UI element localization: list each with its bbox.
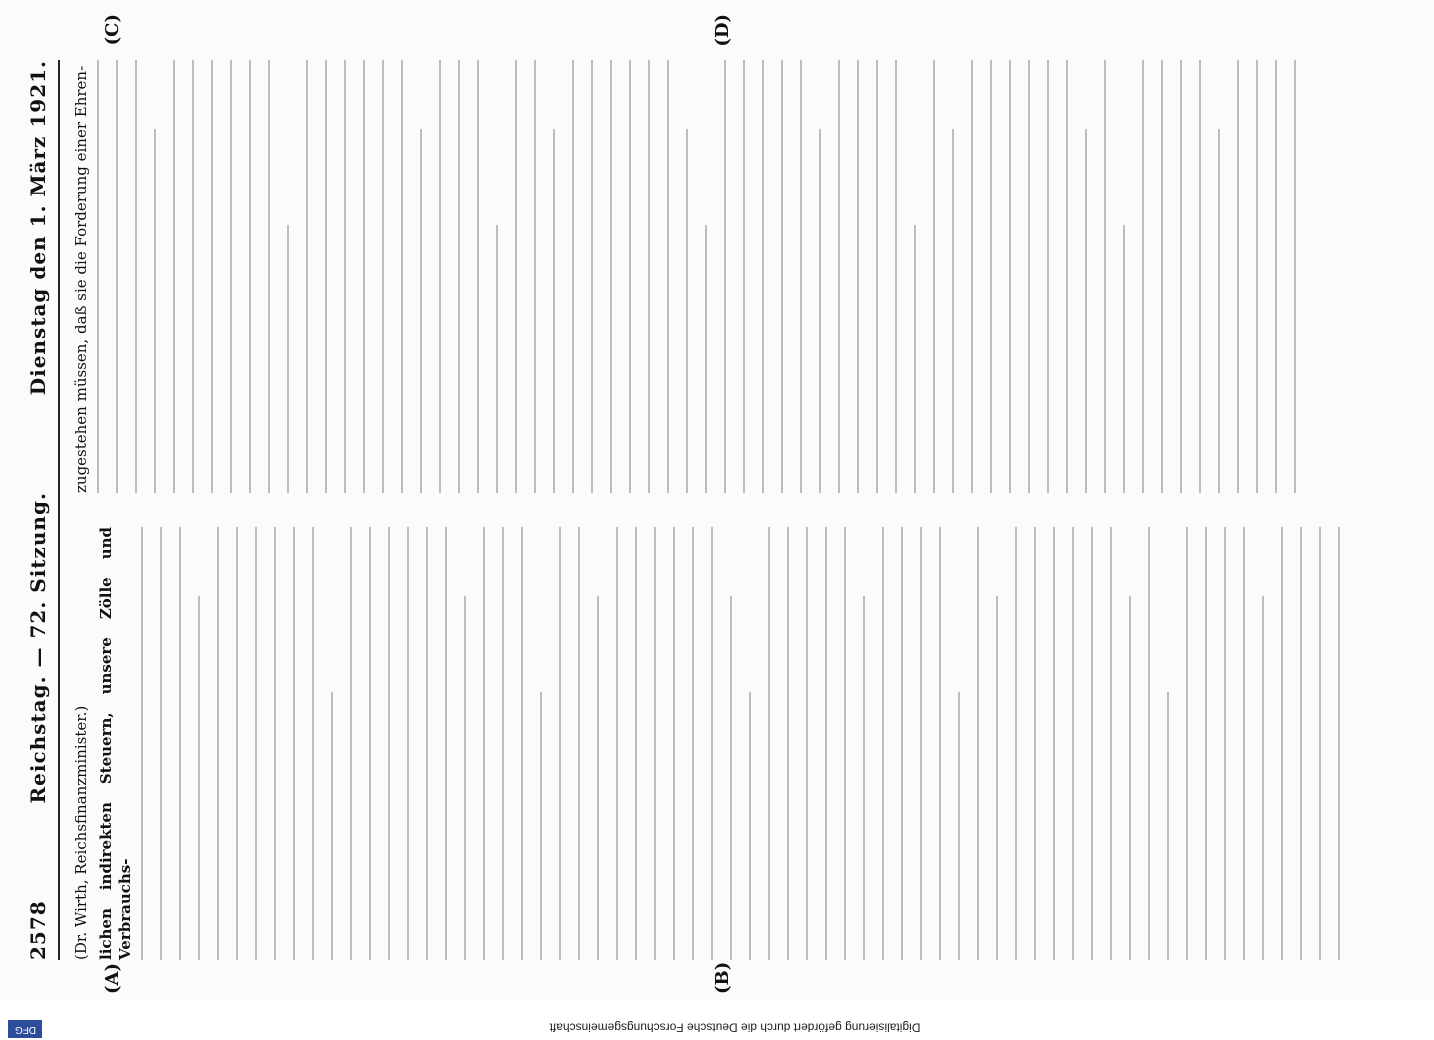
text-line-placeholder (1256, 60, 1258, 493)
text-line-placeholder (1275, 60, 1277, 493)
text-line-placeholder (325, 60, 327, 493)
text-line-placeholder (496, 225, 498, 493)
text-line-placeholder (616, 527, 618, 960)
text-line-placeholder (692, 527, 694, 960)
text-line-placeholder (1110, 527, 1112, 960)
text-line-placeholder (344, 60, 346, 493)
text-line-placeholder (1085, 129, 1087, 493)
text-line-placeholder (116, 60, 118, 493)
text-line-placeholder (958, 692, 960, 960)
text-line-placeholder (711, 527, 713, 960)
text-line-placeholder (876, 60, 878, 493)
text-line-placeholder (236, 527, 238, 960)
text-line-placeholder (255, 527, 257, 960)
text-line-placeholder (515, 60, 517, 493)
text-line-placeholder (192, 60, 194, 493)
text-line-placeholder (97, 60, 99, 493)
text-line-placeholder (274, 527, 276, 960)
text-line-placeholder (1218, 129, 1220, 493)
text-line-placeholder (534, 60, 536, 493)
text-line-placeholder (1186, 527, 1188, 960)
text-line-placeholder (1148, 527, 1150, 960)
text-line-placeholder (1123, 225, 1125, 493)
text-line-placeholder (920, 527, 922, 960)
text-line-placeholder (781, 60, 783, 493)
text-line-placeholder (857, 60, 859, 493)
header-right-title: Dienstag den 1. März 1921. (26, 60, 50, 396)
text-line-placeholder (838, 60, 840, 493)
text-line-placeholder (629, 60, 631, 493)
text-line-placeholder (724, 60, 726, 493)
text-line-placeholder (1129, 596, 1131, 960)
text-line-placeholder (179, 527, 181, 960)
text-line-placeholder (1066, 60, 1068, 493)
text-line-placeholder (407, 527, 409, 960)
text-line-placeholder (901, 527, 903, 960)
text-line-placeholder (572, 60, 574, 493)
left-column (72, 527, 1394, 994)
text-line-placeholder (730, 596, 732, 960)
text-line-placeholder (249, 60, 251, 493)
text-line-placeholder (1224, 527, 1226, 960)
text-line-placeholder (806, 527, 808, 960)
speaker-reference: (Dr. Wirth, Reichsfinanzminister.) (72, 705, 90, 960)
right-column-body (97, 60, 1296, 493)
text-line-placeholder (350, 527, 352, 960)
text-line-placeholder (654, 527, 656, 960)
margin-marker-c: (C) (102, 14, 123, 46)
text-line-placeholder (230, 60, 232, 493)
text-line-placeholder (800, 60, 802, 493)
text-line-placeholder (1237, 60, 1239, 493)
text-line-placeholder (426, 527, 428, 960)
right-column-first-line: zugestehen müssen, daß sie die Forderung einer Ehren- (72, 65, 90, 493)
text-line-placeholder (1053, 527, 1055, 960)
text-line-placeholder (1319, 527, 1321, 960)
left-column-body (141, 527, 1340, 960)
text-line-placeholder (287, 225, 289, 493)
text-line-placeholder (971, 60, 973, 493)
text-line-placeholder (198, 596, 200, 960)
text-line-placeholder (502, 527, 504, 960)
text-line-placeholder (154, 129, 156, 493)
text-line-placeholder (1047, 60, 1049, 493)
text-line-placeholder (705, 225, 707, 493)
text-line-placeholder (135, 60, 137, 493)
text-line-placeholder (160, 527, 162, 960)
text-line-placeholder (458, 60, 460, 493)
text-line-placeholder (844, 527, 846, 960)
text-line-placeholder (952, 129, 954, 493)
text-line-placeholder (1167, 692, 1169, 960)
text-line-placeholder (914, 225, 916, 493)
text-line-placeholder (819, 129, 821, 493)
text-line-placeholder (420, 129, 422, 493)
text-line-placeholder (445, 527, 447, 960)
text-line-placeholder (578, 527, 580, 960)
text-line-placeholder (1104, 60, 1106, 493)
margin-marker-b: (B) (712, 961, 733, 994)
text-line-placeholder (787, 527, 789, 960)
text-line-placeholder (1072, 527, 1074, 960)
text-line-placeholder (382, 60, 384, 493)
text-line-placeholder (268, 60, 270, 493)
text-line-placeholder (1294, 60, 1296, 493)
text-line-placeholder (388, 527, 390, 960)
text-line-placeholder (1161, 60, 1163, 493)
text-line-placeholder (483, 527, 485, 960)
text-line-placeholder (1180, 60, 1182, 493)
text-line-placeholder (591, 60, 593, 493)
digitization-credit: Digitalisierung gefördert durch die Deutsche Forschungsgemeinschaft (549, 1021, 921, 1035)
text-line-placeholder (825, 527, 827, 960)
text-line-placeholder (743, 60, 745, 493)
text-line-placeholder (217, 527, 219, 960)
text-line-placeholder (882, 527, 884, 960)
text-line-placeholder (306, 60, 308, 493)
text-line-placeholder (1091, 527, 1093, 960)
dfg-logo: DFG (8, 1020, 42, 1038)
text-line-placeholder (895, 60, 897, 493)
text-line-placeholder (1281, 527, 1283, 960)
text-line-placeholder (559, 527, 561, 960)
text-line-placeholder (686, 129, 688, 493)
text-line-placeholder (1262, 596, 1264, 960)
left-column-first-line: lichen indirekten Steuern, unsere Zölle und Verbrauchs- (97, 527, 134, 960)
text-line-placeholder (521, 527, 523, 960)
text-line-placeholder (1015, 527, 1017, 960)
text-line-placeholder (401, 60, 403, 493)
text-line-placeholder (597, 596, 599, 960)
text-line-placeholder (464, 596, 466, 960)
right-column (72, 14, 1394, 493)
margin-marker-a: (A) (102, 963, 123, 994)
text-line-placeholder (1243, 527, 1245, 960)
text-line-placeholder (1199, 60, 1201, 493)
text-line-placeholder (1009, 60, 1011, 493)
text-line-placeholder (173, 60, 175, 493)
text-line-placeholder (762, 60, 764, 493)
text-line-placeholder (1142, 60, 1144, 493)
text-line-placeholder (667, 60, 669, 493)
text-line-placeholder (293, 527, 295, 960)
text-line-placeholder (673, 527, 675, 960)
text-line-placeholder (1338, 527, 1340, 960)
text-line-placeholder (1028, 60, 1030, 493)
text-line-placeholder (863, 596, 865, 960)
text-line-placeholder (933, 60, 935, 493)
text-line-placeholder (477, 60, 479, 493)
text-line-placeholder (648, 60, 650, 493)
text-line-placeholder (990, 60, 992, 493)
text-line-placeholder (211, 60, 213, 493)
page-number: 2578 (26, 900, 50, 960)
header-left-title: Reichstag. — 72. Sitzung. (26, 492, 50, 804)
page-header (18, 60, 60, 960)
text-line-placeholder (768, 527, 770, 960)
text-line-placeholder (749, 692, 751, 960)
text-line-placeholder (977, 527, 979, 960)
text-line-placeholder (141, 527, 143, 960)
text-line-placeholder (363, 60, 365, 493)
text-line-placeholder (312, 527, 314, 960)
text-line-placeholder (369, 527, 371, 960)
text-line-placeholder (331, 692, 333, 960)
text-line-placeholder (1205, 527, 1207, 960)
text-line-placeholder (1034, 527, 1036, 960)
text-columns (72, 14, 1394, 994)
text-line-placeholder (553, 129, 555, 493)
text-line-placeholder (939, 527, 941, 960)
text-line-placeholder (635, 527, 637, 960)
text-line-placeholder (439, 60, 441, 493)
margin-marker-d: (D) (712, 14, 733, 47)
text-line-placeholder (540, 692, 542, 960)
text-line-placeholder (996, 596, 998, 960)
text-line-placeholder (610, 60, 612, 493)
text-line-placeholder (1300, 527, 1302, 960)
